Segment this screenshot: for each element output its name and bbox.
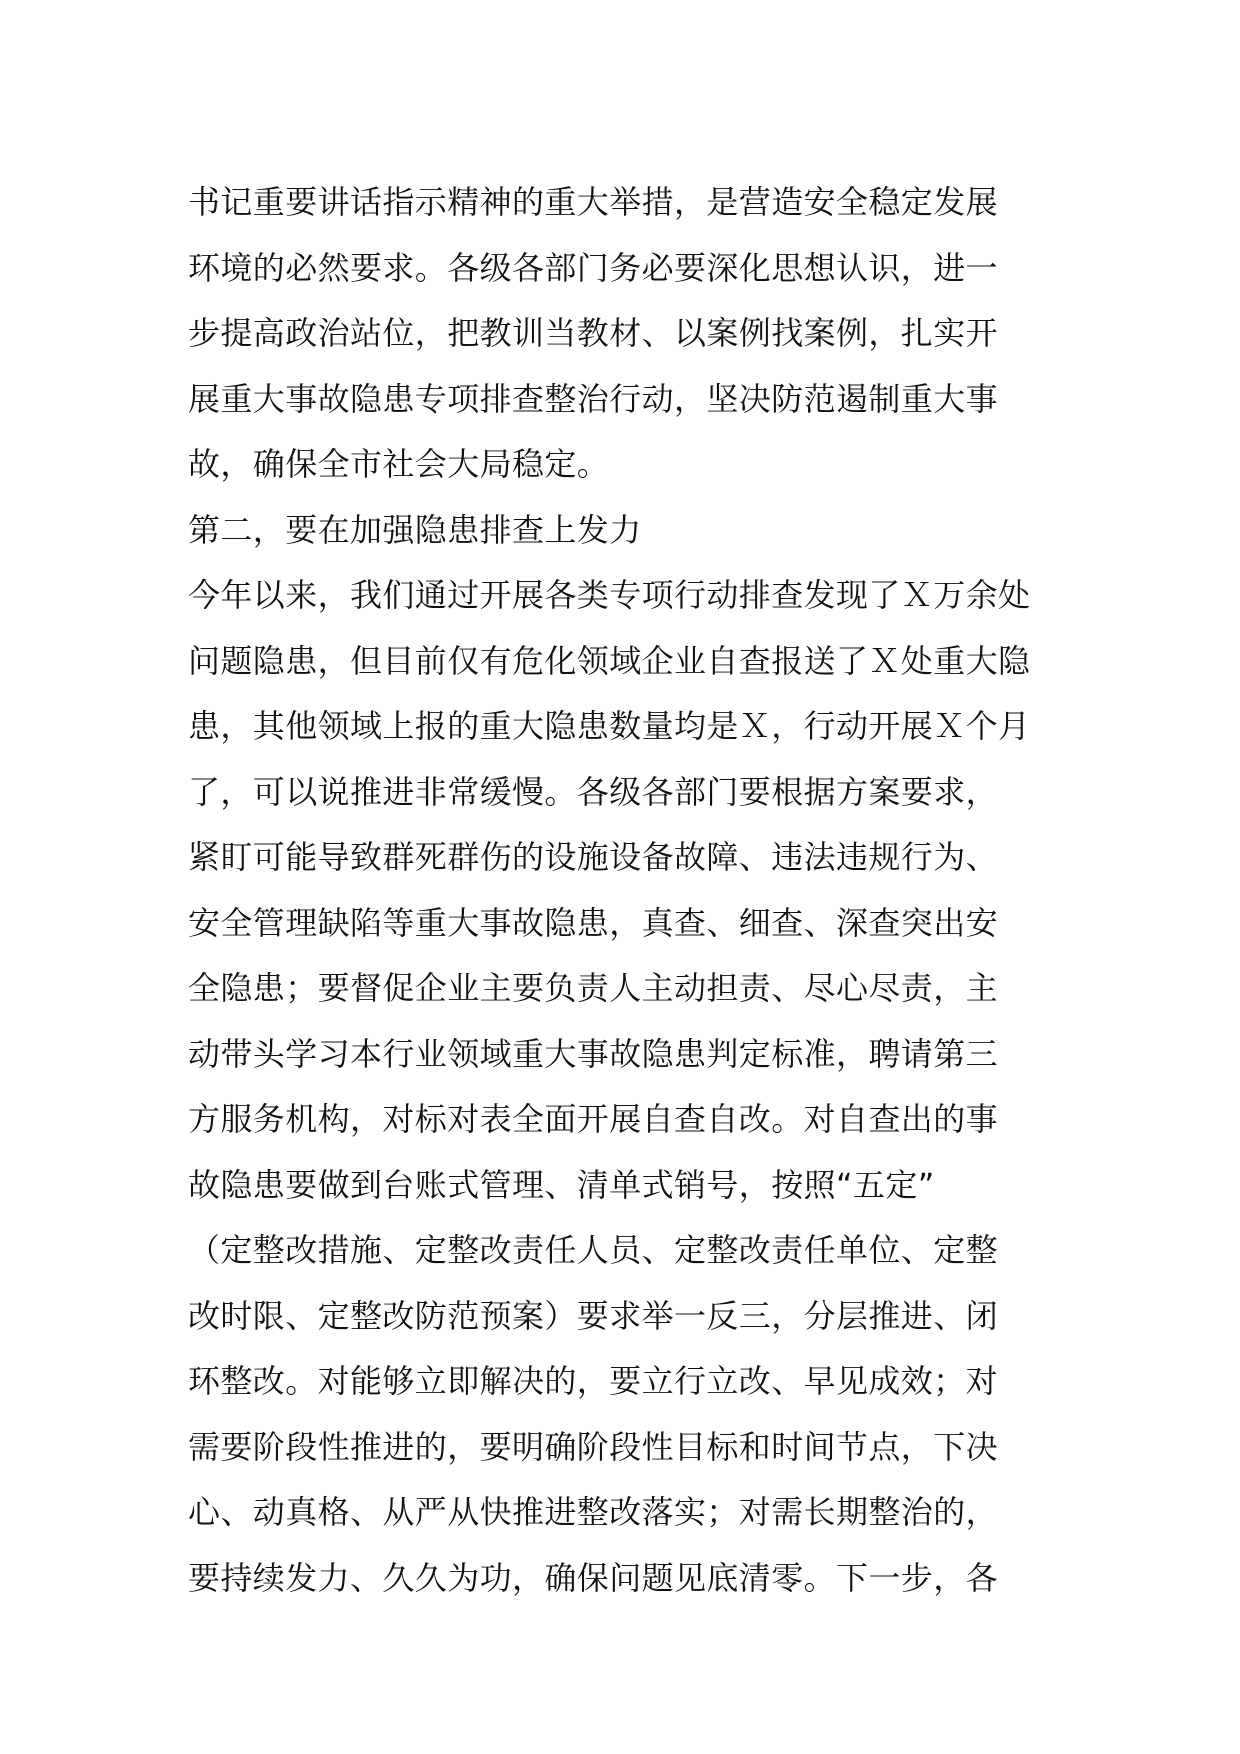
text-line: 心、动真格、从严从快推进整改落实；对需长期整治的，	[188, 1493, 999, 1531]
text-line: 需要阶段性推进的，要明确阶段性目标和时间节点，下决	[188, 1427, 999, 1466]
text-line: 改时限、定整改防范预案）要求举一反三，分层推进、闭	[188, 1296, 999, 1335]
text-line: 动带头学习本行业领域重大事故隐患判定标准，聘请第三	[188, 1034, 999, 1073]
text-line: 书记重要讲话指示精神的重大举措，是营造安全稳定发展	[188, 183, 999, 221]
text-line: 方服务机构，对标对表全面开展自查自改。对自查出的事	[188, 1100, 999, 1138]
text-line: 展重大事故隐患专项排查整治行动，坚决防范遏制重大事	[188, 379, 999, 418]
text-line: 故，确保全市社会大局稳定。	[188, 445, 610, 483]
text-line: 故隐患要做到台账式管理、清单式销号，按照“五定”	[188, 1165, 935, 1204]
section-heading: 第二，要在加强隐患排查上发力	[188, 510, 642, 549]
text-line: 步提高政治站位，把教训当教材、以案例找案例，扎实开	[188, 314, 999, 352]
text-line: 安全管理缺陷等重大事故隐患，真查、细查、深查突出安	[188, 903, 999, 942]
text-line: 全隐患；要督促企业主要负责人主动担责、尽心尽责，主	[188, 969, 999, 1007]
text-line: 环整改。对能够立即解决的，要立行立改、早见成效；对	[188, 1362, 999, 1400]
text-line: 了，可以说推进非常缓慢。各级各部门要根据方案要求，	[188, 772, 999, 811]
text-line: 紧盯可能导致群死群伤的设施设备故障、违法违规行为、	[188, 838, 999, 876]
text-line: 要持续发力、久久为功，确保问题见底清零。下一步，各	[188, 1558, 999, 1597]
text-line: （定整改措施、定整改责任人员、定整改责任单位、定整	[188, 1231, 999, 1269]
text-line: 患，其他领域上报的重大隐患数量均是Ｘ，行动开展Ｘ个月	[188, 707, 1031, 745]
text-line: 问题隐患，但目前仅有危化领域企业自查报送了Ｘ处重大隐	[188, 641, 1031, 680]
text-line: 今年以来，我们通过开展各类专项行动排查发现了Ｘ万余处	[188, 576, 1031, 614]
body-text	[188, 170, 1068, 1611]
text-line: 环境的必然要求。各级各部门务必要深化思想认识，进一	[188, 248, 999, 287]
